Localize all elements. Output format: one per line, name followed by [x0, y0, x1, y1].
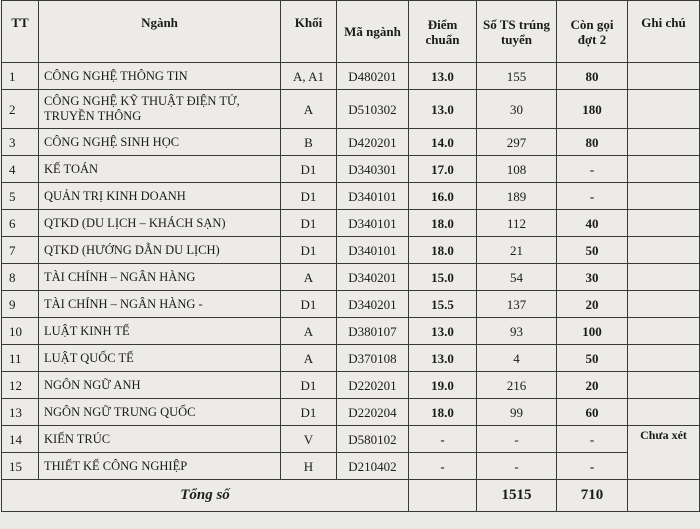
table-row [2, 63, 700, 90]
cell-khoi: A [281, 318, 337, 345]
table-row [2, 90, 700, 129]
cell-khoi: D1 [281, 237, 337, 264]
cell-con-goi: - [557, 183, 628, 210]
cell-ghi-chu [628, 237, 700, 264]
cell-khoi: A [281, 90, 337, 129]
table-row [2, 210, 700, 237]
table-row [2, 156, 700, 183]
cell-con-goi: 100 [557, 318, 628, 345]
cell-stt: 9 [2, 291, 39, 318]
cell-ma-nganh: D340301 [337, 156, 409, 183]
cell-nganh: QTKD (DU LỊCH – KHÁCH SẠN) [39, 210, 281, 237]
cell-nganh: CÔNG NGHỆ SINH HỌC [39, 129, 281, 156]
total-so-ts: 1515 [477, 480, 557, 512]
note-chua-xet: Chưa xét [628, 426, 700, 480]
cell-diem-chuan: 13.0 [409, 318, 477, 345]
cell-nganh: QTKD (HƯỚNG DẪN DU LỊCH) [39, 237, 281, 264]
header-nganh: Ngành [39, 1, 281, 63]
cell-diem-chuan: - [409, 453, 477, 480]
cell-stt: 14 [2, 426, 39, 453]
cell-ghi-chu [628, 129, 700, 156]
cell-ghi-chu [628, 63, 700, 90]
cell-ma-nganh: D370108 [337, 345, 409, 372]
table-row [2, 399, 700, 426]
cell-diem-chuan: 18.0 [409, 237, 477, 264]
header-con-goi: Còn gọi đợt 2 [557, 1, 628, 63]
cell-khoi: D1 [281, 156, 337, 183]
header-so-ts: Số TS trúng tuyển [477, 1, 557, 63]
cell-ghi-chu [628, 399, 700, 426]
cell-so-ts: 21 [477, 237, 557, 264]
table-row [2, 318, 700, 345]
cell-khoi: B [281, 129, 337, 156]
cell-so-ts: - [477, 426, 557, 453]
table-row [2, 129, 700, 156]
cell-nganh: NGÔN NGỮ ANH [39, 372, 281, 399]
cell-diem-chuan: 19.0 [409, 372, 477, 399]
cell-diem-chuan: 15.5 [409, 291, 477, 318]
cell-so-ts: 54 [477, 264, 557, 291]
cell-diem-chuan: 18.0 [409, 210, 477, 237]
cell-con-goi: - [557, 426, 628, 453]
cell-khoi: D1 [281, 291, 337, 318]
cell-ma-nganh: D420201 [337, 129, 409, 156]
cell-ghi-chu [628, 291, 700, 318]
cell-nganh: NGÔN NGỮ TRUNG QUỐC [39, 399, 281, 426]
cell-con-goi: 20 [557, 291, 628, 318]
cell-so-ts: 155 [477, 63, 557, 90]
cell-nganh: CÔNG NGHỆ KỸ THUẬT ĐIỆN TỬ, TRUYỀN THÔNG [39, 90, 281, 129]
cell-ma-nganh: D580102 [337, 426, 409, 453]
cell-ma-nganh: D480201 [337, 63, 409, 90]
cell-stt: 3 [2, 129, 39, 156]
cell-stt: 2 [2, 90, 39, 129]
header-ma-nganh: Mã ngành [337, 1, 409, 63]
header-stt: TT [2, 1, 39, 63]
cell-so-ts: 93 [477, 318, 557, 345]
table-row [2, 345, 700, 372]
cell-so-ts: 99 [477, 399, 557, 426]
cell-khoi: A [281, 345, 337, 372]
cell-diem-chuan: 17.0 [409, 156, 477, 183]
cell-diem-chuan: 13.0 [409, 63, 477, 90]
cell-diem-chuan: 13.0 [409, 345, 477, 372]
cell-stt: 10 [2, 318, 39, 345]
cell-ma-nganh: D380107 [337, 318, 409, 345]
cell-so-ts: 112 [477, 210, 557, 237]
cell-ma-nganh: D510302 [337, 90, 409, 129]
header-ghi-chu: Ghi chú [628, 1, 700, 63]
cell-con-goi: 60 [557, 399, 628, 426]
table-row [2, 183, 700, 210]
cell-ghi-chu [628, 264, 700, 291]
cell-so-ts: 108 [477, 156, 557, 183]
cell-ghi-chu [628, 318, 700, 345]
cell-stt: 8 [2, 264, 39, 291]
cell-ma-nganh: D220204 [337, 399, 409, 426]
cell-so-ts: 30 [477, 90, 557, 129]
header-diem-chuan: Điểm chuẩn [409, 1, 477, 63]
table-row [2, 237, 700, 264]
cell-ghi-chu [628, 90, 700, 129]
cell-khoi: H [281, 453, 337, 480]
cell-khoi: D1 [281, 210, 337, 237]
cell-khoi: D1 [281, 372, 337, 399]
cell-stt: 12 [2, 372, 39, 399]
admission-table [1, 0, 700, 512]
cell-nganh: TÀI CHÍNH – NGÂN HÀNG [39, 264, 281, 291]
cell-con-goi: 40 [557, 210, 628, 237]
cell-khoi: D1 [281, 399, 337, 426]
table-row [2, 372, 700, 399]
table-row [2, 291, 700, 318]
cell-ma-nganh: D340101 [337, 210, 409, 237]
cell-con-goi: - [557, 156, 628, 183]
cell-khoi: D1 [281, 183, 337, 210]
total-empty-cell [409, 480, 477, 512]
cell-ma-nganh: D340101 [337, 183, 409, 210]
cell-ma-nganh: D210402 [337, 453, 409, 480]
cell-so-ts: 297 [477, 129, 557, 156]
cell-khoi: V [281, 426, 337, 453]
cell-so-ts: - [477, 453, 557, 480]
cell-con-goi: 20 [557, 372, 628, 399]
cell-so-ts: 216 [477, 372, 557, 399]
cell-diem-chuan: 18.0 [409, 399, 477, 426]
cell-nganh: QUẢN TRỊ KINH DOANH [39, 183, 281, 210]
cell-con-goi: 30 [557, 264, 628, 291]
cell-ghi-chu [628, 183, 700, 210]
cell-stt: 11 [2, 345, 39, 372]
table-row [2, 453, 700, 480]
cell-diem-chuan: 13.0 [409, 90, 477, 129]
total-ghi-chu-cell [628, 480, 700, 512]
cell-khoi: A [281, 264, 337, 291]
cell-ma-nganh: D340101 [337, 237, 409, 264]
cell-ghi-chu [628, 210, 700, 237]
cell-stt: 13 [2, 399, 39, 426]
cell-con-goi: 80 [557, 129, 628, 156]
cell-diem-chuan: 14.0 [409, 129, 477, 156]
cell-con-goi: 80 [557, 63, 628, 90]
total-con-goi: 710 [557, 480, 628, 512]
cell-so-ts: 137 [477, 291, 557, 318]
cell-nganh: CÔNG NGHỆ THÔNG TIN [39, 63, 281, 90]
cell-nganh: LUẬT KINH TẾ [39, 318, 281, 345]
cell-khoi: A, A1 [281, 63, 337, 90]
cell-con-goi: - [557, 453, 628, 480]
cell-stt: 7 [2, 237, 39, 264]
cell-so-ts: 4 [477, 345, 557, 372]
cell-nganh: TÀI CHÍNH – NGÂN HÀNG - [39, 291, 281, 318]
cell-stt: 5 [2, 183, 39, 210]
header-khoi: Khối [281, 1, 337, 63]
cell-stt: 1 [2, 63, 39, 90]
cell-nganh: THIẾT KẾ CÔNG NGHIỆP [39, 453, 281, 480]
cell-stt: 6 [2, 210, 39, 237]
cell-ghi-chu [628, 345, 700, 372]
cell-ma-nganh: D340201 [337, 264, 409, 291]
cell-con-goi: 180 [557, 90, 628, 129]
table-row [2, 426, 700, 453]
cell-nganh: KẾ TOÁN [39, 156, 281, 183]
cell-ma-nganh: D220201 [337, 372, 409, 399]
table-row [2, 264, 700, 291]
cell-con-goi: 50 [557, 345, 628, 372]
header-row [2, 1, 700, 63]
cell-ghi-chu [628, 156, 700, 183]
cell-ma-nganh: D340201 [337, 291, 409, 318]
cell-so-ts: 189 [477, 183, 557, 210]
cell-nganh: LUẬT QUỐC TẾ [39, 345, 281, 372]
cell-stt: 15 [2, 453, 39, 480]
cell-diem-chuan: - [409, 426, 477, 453]
cell-diem-chuan: 15.0 [409, 264, 477, 291]
total-label: Tổng số [2, 480, 409, 512]
cell-diem-chuan: 16.0 [409, 183, 477, 210]
cell-stt: 4 [2, 156, 39, 183]
cell-con-goi: 50 [557, 237, 628, 264]
cell-nganh: KIẾN TRÚC [39, 426, 281, 453]
cell-ghi-chu [628, 372, 700, 399]
total-row [2, 480, 700, 512]
